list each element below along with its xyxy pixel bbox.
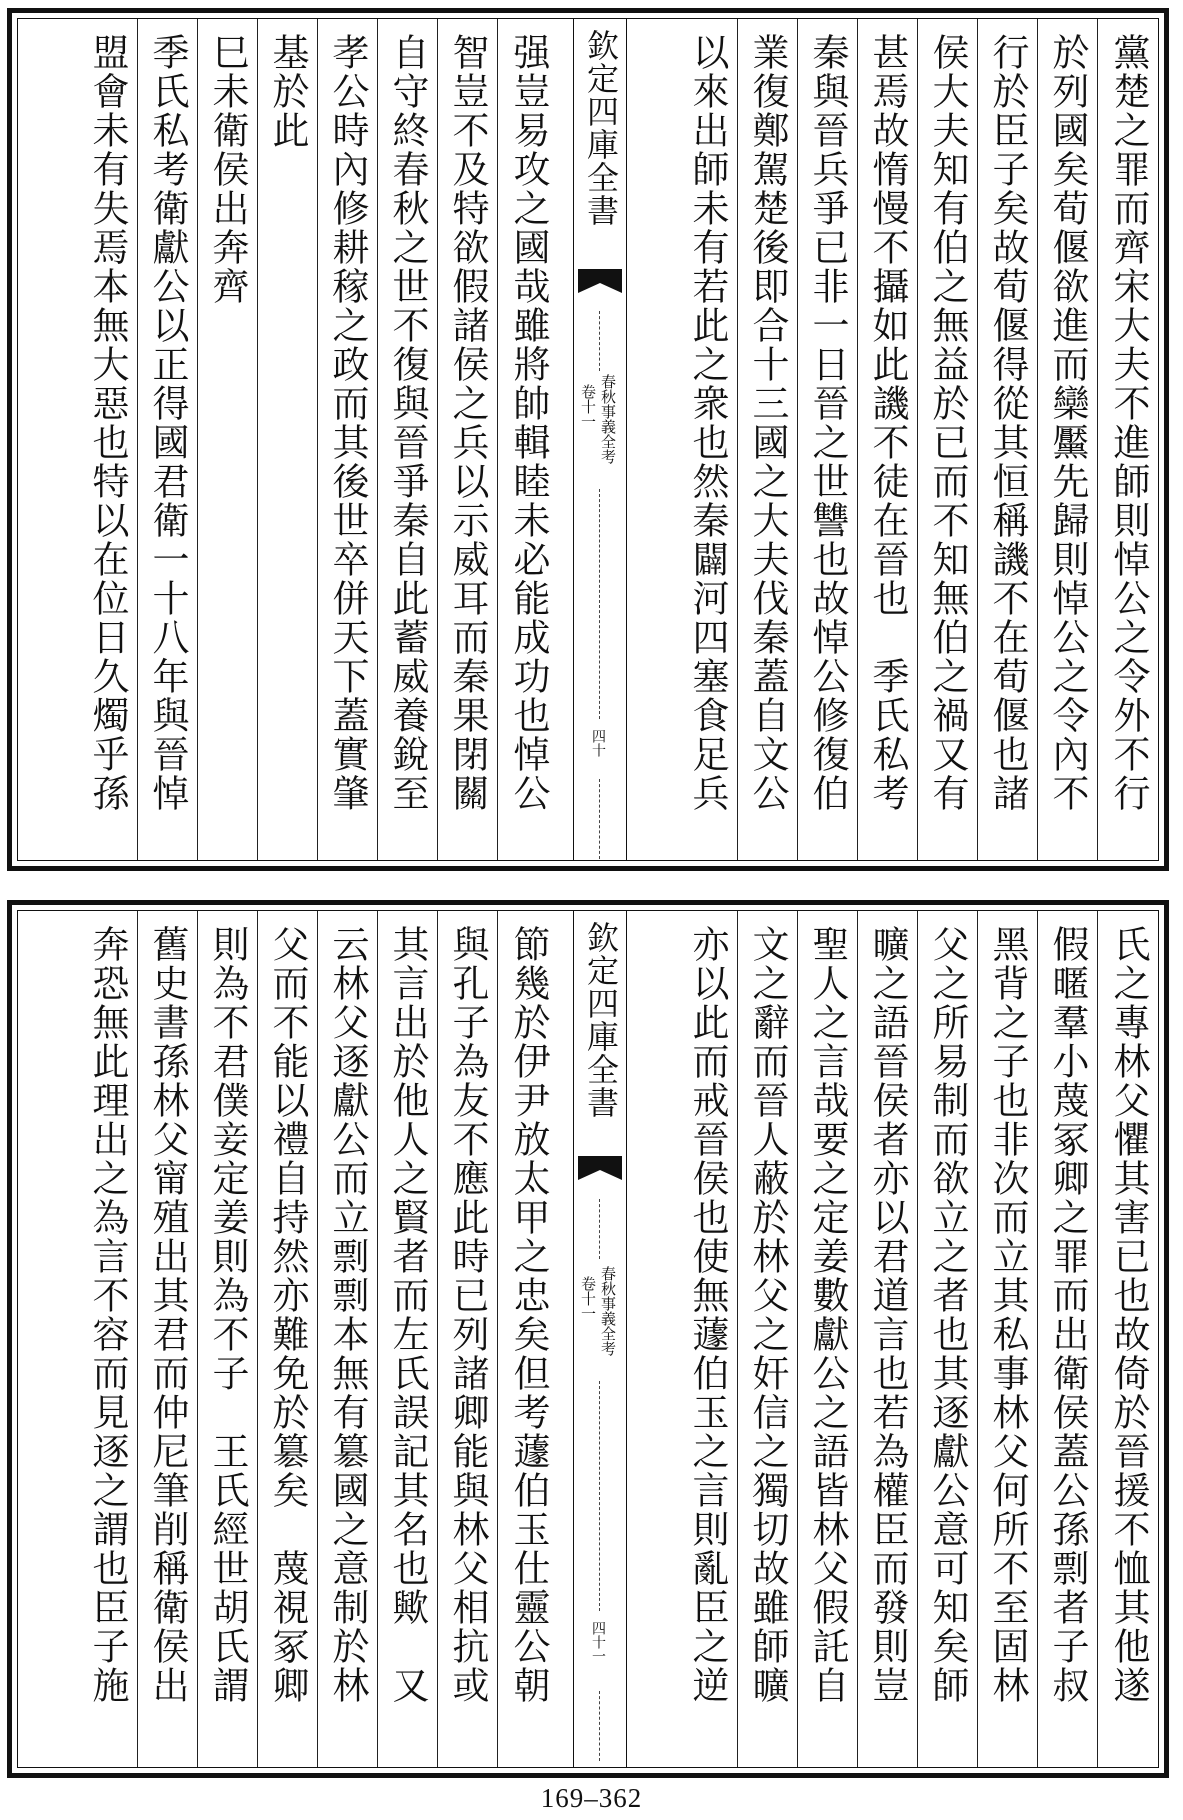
lower-page-frame	[17, 910, 1159, 1768]
text-column: 於列國矣荀偃欲進而欒黶先歸則悼公之令內不	[1038, 19, 1098, 860]
text-column: 文之辭而晉人蔽於林父之奸信之獨切故雖師曠	[738, 911, 798, 1767]
text-column: 則為不君僕妾定姜則為不子 王氏經世胡氏謂	[198, 911, 258, 1767]
lower-center-margin	[573, 911, 627, 1767]
page-footer-number: 169–362	[540, 1783, 643, 1813]
upper-page-frame	[17, 18, 1159, 861]
upper-left-columns	[18, 19, 558, 860]
text-column: 季氏私考衛獻公以正得國君衛一十八年與晉悼	[138, 19, 198, 860]
text-column: 智豈不及特欲假諸侯之兵以示威耳而秦果閉關	[438, 19, 498, 860]
lower-page	[7, 900, 1169, 1778]
text-column: 孝公時內修耕稼之政而其後世卒併天下蓋實肇	[318, 19, 378, 860]
center-juan: 卷十一	[579, 1276, 597, 1321]
text-column: 黑背之子也非次而立其私事林父何所不至固林	[978, 911, 1038, 1767]
text-column: 聖人之言哉要之定姜數獻公之語皆林父假託自	[798, 911, 858, 1767]
upper-center-margin	[573, 19, 627, 860]
center-dashed-line	[599, 1381, 600, 1611]
text-column: 假暱羣小蔑冢卿之罪而出衛侯蓋公孫剽者子叔	[1038, 911, 1098, 1767]
lower-left-columns	[18, 911, 558, 1767]
center-dashed-line	[599, 779, 600, 859]
center-juan: 卷十一	[579, 384, 597, 429]
text-column: 氏之專林父懼其害已也故倚於晉援不恤其他遂	[1107, 925, 1150, 1705]
text-column: 亦以此而戒晉侯也使無蘧伯玉之言則亂臣之逆	[678, 911, 738, 1767]
center-title: 欽定四庫全書	[582, 921, 620, 1119]
center-page-number: 四十	[590, 729, 606, 757]
text-column: 父之所易制而欲立之者也其逐獻公意可知矣師	[918, 911, 978, 1767]
center-work-title: 春秋事義全考	[599, 374, 617, 464]
text-column: 盟會未有失焉本無大惡也特以在位日久燭乎孫	[78, 19, 138, 860]
center-work-title: 春秋事義全考	[599, 1266, 617, 1356]
fishtail-mark-icon	[578, 1156, 622, 1196]
text-column: 黨楚之罪而齊宋大夫不進師則悼公之令外不行	[1107, 33, 1150, 813]
center-title: 欽定四庫全書	[582, 29, 620, 227]
center-dashed-line	[599, 1691, 600, 1761]
text-column: 以來出師未有若此之衆也然秦闢河四塞食足兵	[678, 19, 738, 860]
lower-right-columns	[618, 911, 1158, 1767]
center-dashed-line	[599, 489, 600, 719]
fishtail-mark-icon	[578, 269, 622, 309]
center-dashed-line	[599, 311, 600, 371]
text-column: 舊史書孫林父甯殖出其君而仲尼筆削稱衛侯出	[138, 911, 198, 1767]
text-column: 甚焉故惰慢不攝如此譏不徒在晉也 季氏私考	[858, 19, 918, 860]
text-column: 曠之語晉侯者亦以君道言也若為權臣而發則豈	[858, 911, 918, 1767]
text-column: 業復鄭駕楚後即合十三國之大夫伐秦蓋自文公	[738, 19, 798, 860]
text-column: 云林父逐獻公而立剽剽本無有簒國之意制於林	[318, 911, 378, 1767]
upper-right-columns	[618, 19, 1158, 860]
text-column: 侯大夫知有伯之無益於已而不知無伯之禍又有	[918, 19, 978, 860]
text-column: 奔恐無此理出之為言不容而見逐之謂也臣子施	[78, 911, 138, 1767]
text-column: 行於臣子矣故荀偃得從其恒稱譏不在荀偃也諸	[978, 19, 1038, 860]
text-column: 節幾於伊尹放太甲之忠矣但考蘧伯玉仕靈公朝	[507, 925, 550, 1705]
upper-page	[7, 8, 1169, 871]
center-dashed-line	[599, 1199, 600, 1259]
text-column: 與孔子為友不應此時已列諸卿能與林父相抗或	[438, 911, 498, 1767]
text-column: 父而不能以禮自持然亦難免於簒矣 蔑視冢卿	[258, 911, 318, 1767]
text-column: 巳未衛侯出奔齊	[198, 19, 258, 860]
text-column: 强豈易攻之國哉雖將帥輯睦未必能成功也悼公	[507, 33, 550, 813]
text-column: 其言出於他人之賢者而左氏誤記其名也歟 又	[378, 911, 438, 1767]
text-column: 基於此	[258, 19, 318, 860]
text-column: 自守終春秋之世不復與晉爭秦自此蓄威養銳至	[378, 19, 438, 860]
text-column: 秦與晉兵爭已非一日晉之世讐也故悼公修復伯	[798, 19, 858, 860]
center-page-number: 四十一	[590, 1621, 606, 1663]
